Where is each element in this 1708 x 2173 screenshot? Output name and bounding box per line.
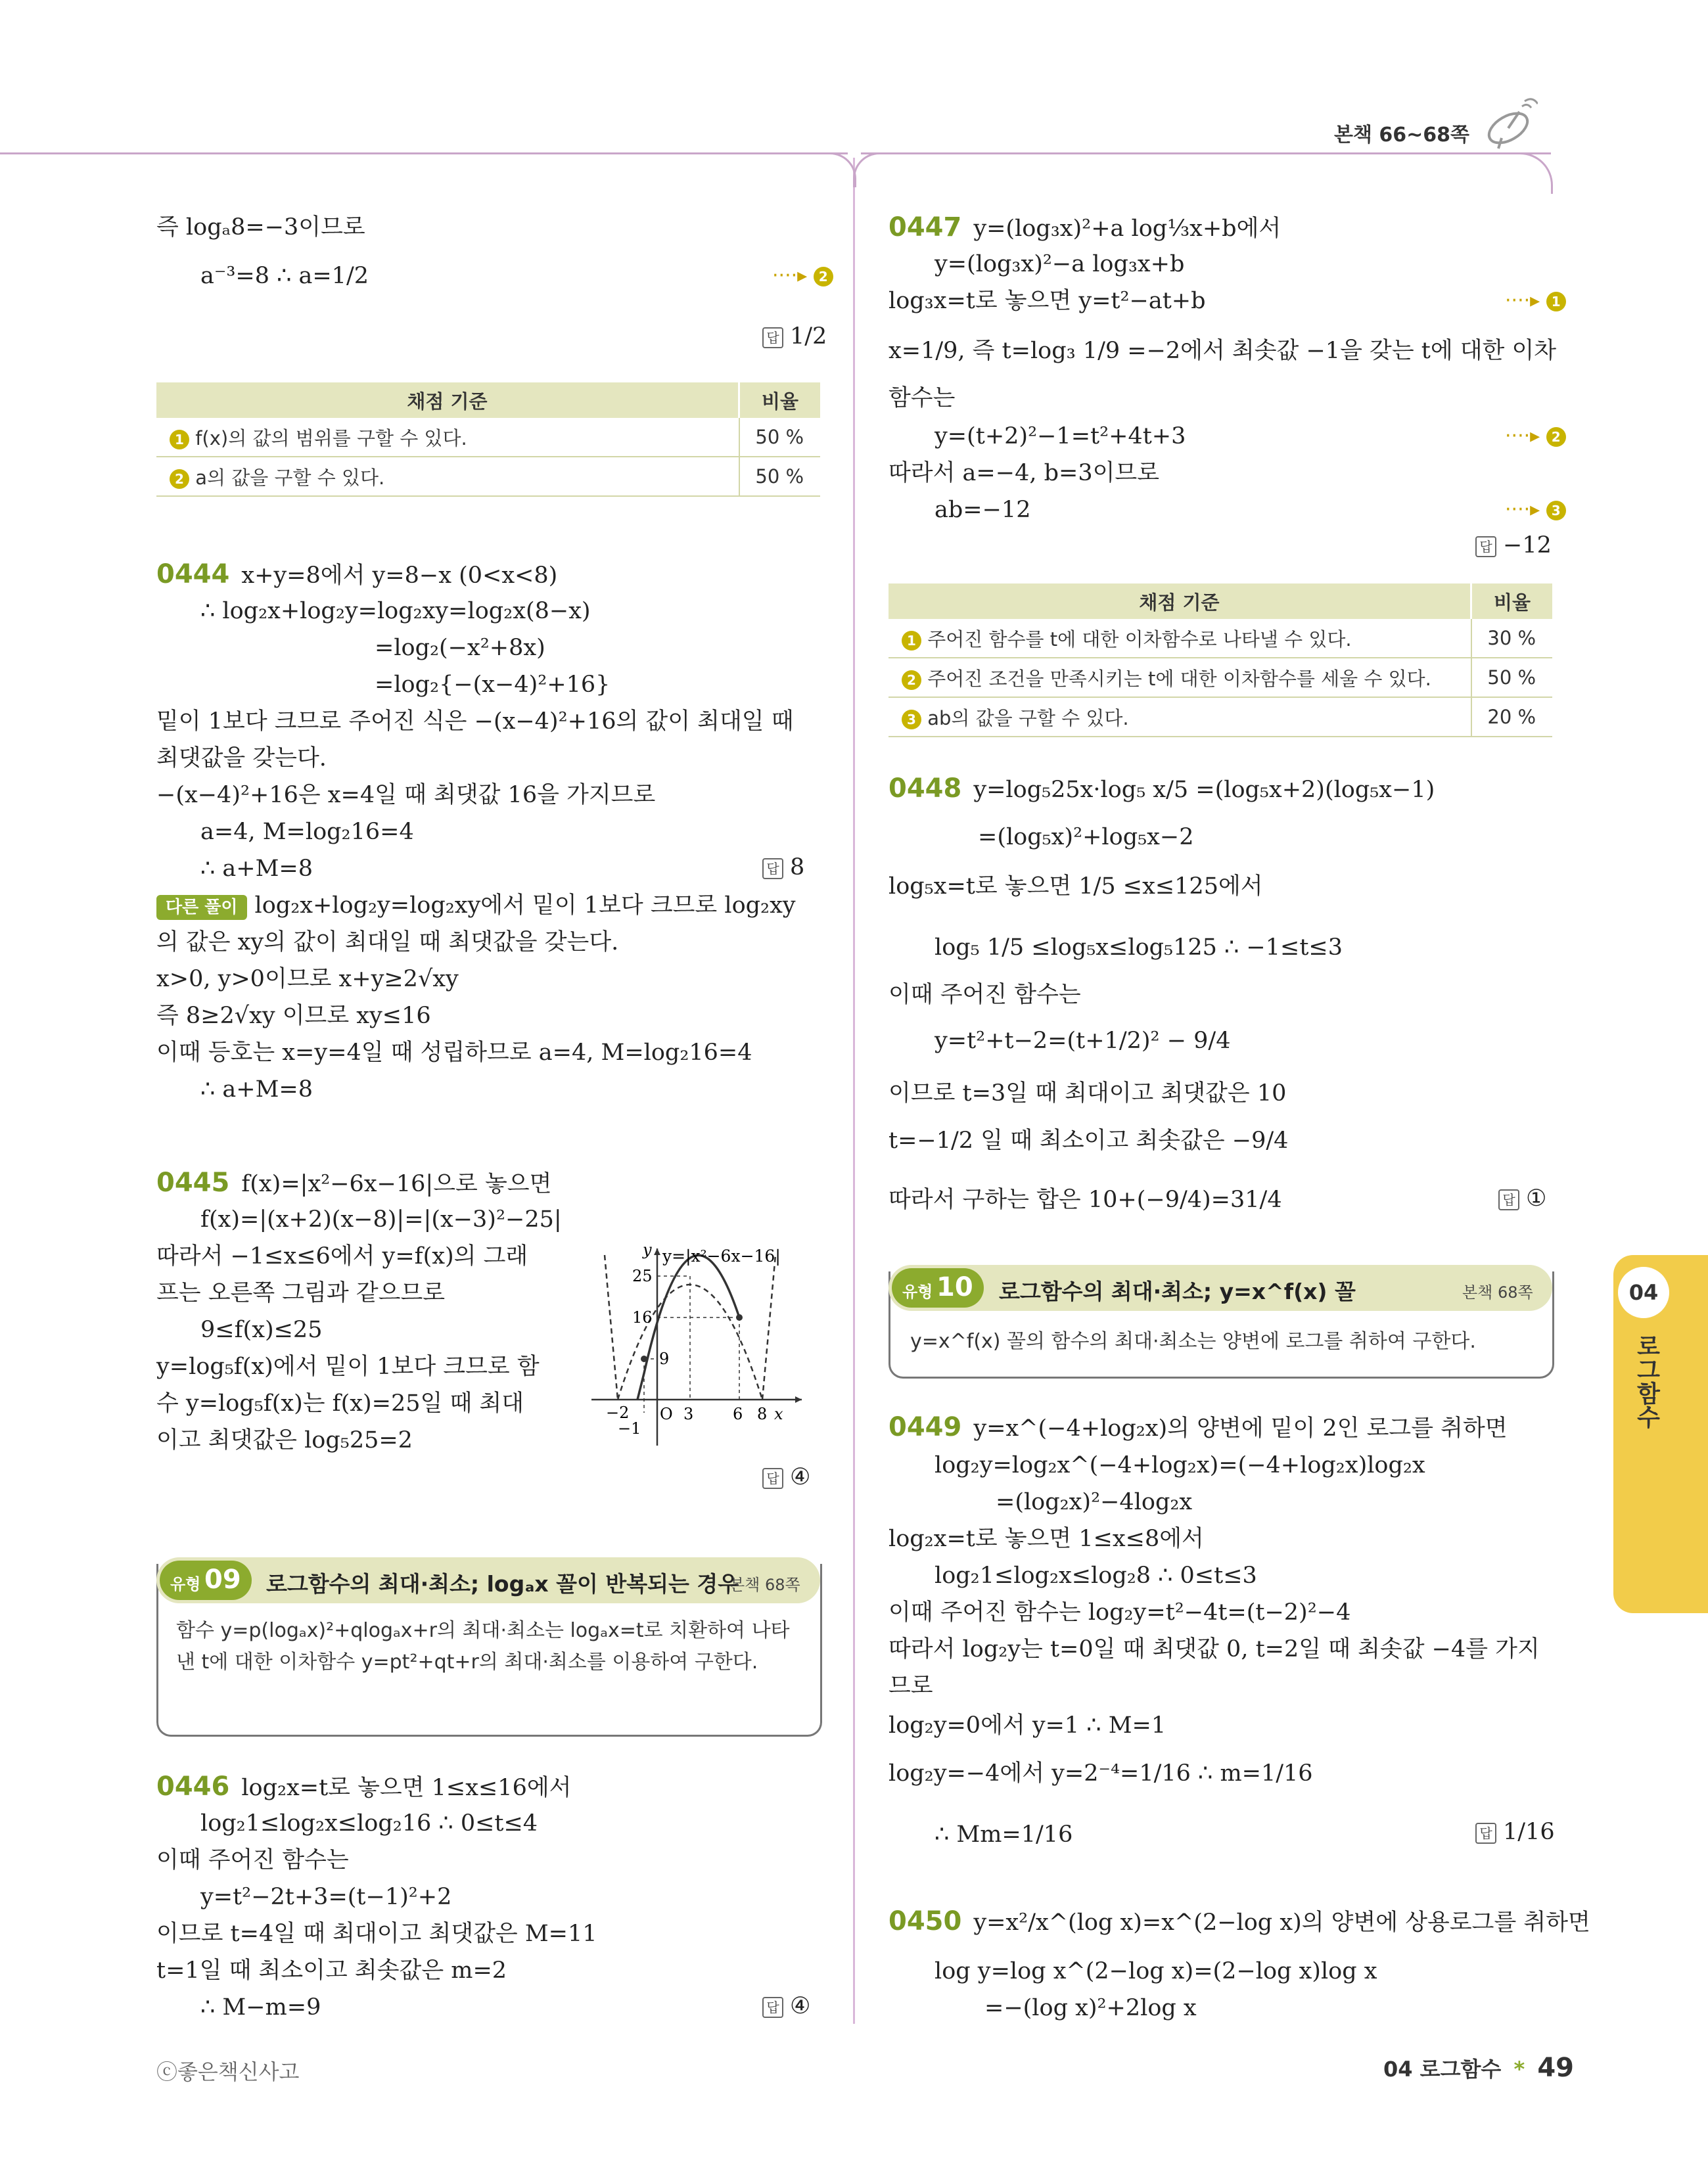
problem-0446-line-5: 이므로 t=4일 때 최대이고 최댓값은 M=11 xyxy=(156,1921,597,1947)
grade-col-criteria: 채점 기준 xyxy=(889,583,1471,619)
type09-ref: 본책 68쪽 xyxy=(729,1576,800,1594)
problem-0448-line-3: log₅x=t로 놓으면 1/5 ≤x≤125에서 xyxy=(889,873,1263,900)
problem-number: 0448 xyxy=(889,773,962,804)
other-solution-line-2: 의 값은 xy의 값이 최대일 때 최댓값을 갖는다. xyxy=(156,929,619,955)
step-mark-2b: ····▸ 2 xyxy=(1505,424,1566,447)
problem-0446-line-4: y=t²−2t+3=(t−1)²+2 xyxy=(200,1884,452,1910)
problem-0447-line-4: x=1/9, 즉 t=log₃ 1/9 =−2에서 최솟값 −1을 갖는 t에 대한 이차 xyxy=(889,338,1557,364)
problem-0448-line-9: 따라서 구하는 합은 10+(−9/4)=31/4 xyxy=(889,1187,1282,1213)
step-mark-3: ····▸ 3 xyxy=(1505,498,1566,521)
problem-0450-line-2: log y=log x^(2−log x)=(2−log x)log x xyxy=(935,1958,1377,1984)
problem-0447-line-8: ab=−12 xyxy=(935,497,1031,523)
answer-icon: 답 xyxy=(762,858,783,879)
problem-0447-line-5: 함수는 xyxy=(889,385,956,411)
problem-0450-line-1: 0450 y=x²/x^(log x)=x^(2−log x)의 양변에 상용로그를 취하면 xyxy=(889,1906,1590,1936)
problem-0448-line-8: t=−1/2 일 때 최소이고 최솟값은 −9/4 xyxy=(889,1128,1289,1154)
page-ref: 본책 66~68쪽 xyxy=(1334,124,1470,147)
page-number: 49 xyxy=(1537,2053,1575,2083)
problem-0444-line-6: 최댓값을 갖는다. xyxy=(156,745,327,771)
problem-number: 0447 xyxy=(889,212,962,242)
column-divider xyxy=(853,158,855,2024)
problem-0449-line-7: 따라서 log₂y는 t=0일 때 최댓값 0, t=2일 때 최솟값 −4를 가지 xyxy=(889,1636,1540,1662)
problem-0446-line-1: 0446 log₂x=t로 놓으면 1≤x≤16에서 xyxy=(156,1772,572,1802)
left-top-line-1: 즉 logₐ8=−3이므로 xyxy=(156,214,365,240)
problem-0450-line-3: =−(log x)²+2log x xyxy=(984,1995,1197,2021)
problem-0445-line-3: 따라서 −1≤x≤6에서 y=f(x)의 그래 xyxy=(156,1243,528,1269)
problem-0449-line-2: log₂y=log₂x^(−4+log₂x)=(−4+log₂x)log₂x xyxy=(935,1452,1425,1478)
x-arrow xyxy=(795,1396,802,1403)
problem-0444-line-1: 0444 x+y=8에서 y=8−x (0<x<8) xyxy=(156,559,558,589)
problem-0444-line-9: ∴ a+M=8 xyxy=(200,856,313,882)
table-row: 3 ab의 값을 구할 수 있다. 20 % xyxy=(889,697,1552,737)
grade-col-criteria: 채점 기준 xyxy=(156,382,739,418)
table-row: 2 주어진 조건을 만족시키는 t에 대한 이차함수를 세울 수 있다. 50 % xyxy=(889,658,1552,697)
problem-0444-line-3: =log₂(−x²+8x) xyxy=(375,635,545,661)
problem-0448-line-1: 0448 y=log₅25x·log₅ x/5 =(log₅x+2)(log₅x−1) xyxy=(889,773,1435,804)
problem-0445-line-7: 수 y=log₅f(x)는 f(x)=25일 때 최대 xyxy=(156,1390,524,1417)
answer-icon: 답 xyxy=(1475,536,1496,557)
graph-0445 xyxy=(585,1242,808,1452)
problem-0448-line-2: =(log₅x)²+log₅x−2 xyxy=(978,824,1194,850)
footer-star-icon: * xyxy=(1513,2057,1525,2082)
problem-0445-line-1: 0445 f(x)=|x²−6x−16|으로 놓으면 xyxy=(156,1168,552,1198)
curve-dashed-right xyxy=(762,1255,775,1400)
problem-0448-line-7: 이므로 t=3일 때 최대이고 최댓값은 10 xyxy=(889,1080,1287,1107)
problem-0446-line-6: t=1일 때 최소이고 최솟값은 m=2 xyxy=(156,1957,507,1984)
type09-badge: 유형 09 xyxy=(160,1561,252,1600)
problem-0449-line-9: log₂y=0에서 y=1 ∴ M=1 xyxy=(889,1712,1166,1739)
graph-curve-label: y=|x²−6x−16| xyxy=(662,1247,781,1266)
header-line-right xyxy=(861,152,1551,154)
problem-number: 0444 xyxy=(156,559,230,589)
problem-0445-line-2: f(x)=|(x+2)(x−8)|=|(x−3)²−25| xyxy=(200,1206,562,1233)
graph-tick-x-neg2: −2 xyxy=(606,1404,630,1422)
type10-ref: 본책 68쪽 xyxy=(1462,1283,1533,1302)
problem-0445-line-5: 9≤f(x)≤25 xyxy=(200,1317,323,1343)
problem-0444-line-2: ∴ log₂x+log₂y=log₂xy=log₂x(8−x) xyxy=(200,598,591,624)
problem-0446-line-3: 이때 주어진 함수는 xyxy=(156,1847,349,1873)
other-solution-line-3: x>0, y>0이므로 x+y≥2√xy xyxy=(156,966,459,992)
graph-y-label: y xyxy=(643,1242,652,1259)
endpoint-left xyxy=(641,1356,647,1362)
problem-0444-line-8: a=4, M=log₂16=4 xyxy=(200,819,414,845)
problem-0446-line-2: log₂1≤log₂x≤log₂16 ∴ 0≤t≤4 xyxy=(200,1810,538,1837)
table-row: 1 주어진 함수를 t에 대한 이차함수로 나타낼 수 있다. 30 % xyxy=(889,619,1552,658)
footer-publisher: ⓒ좋은책신사고 xyxy=(156,2059,300,2084)
footer-chapter: 04 로그함수 * 49 xyxy=(1383,2053,1575,2083)
chapter-tab-number: 04 xyxy=(1618,1267,1669,1318)
answer-0444: 답 8 xyxy=(762,854,804,881)
problem-number: 0449 xyxy=(889,1412,962,1442)
left-top-line-2: a⁻³=8 ∴ a=1/2 xyxy=(200,263,369,289)
problem-0447-line-6: y=(t+2)²−1=t²+4t+3 xyxy=(935,423,1186,449)
answer-0447: 답 −12 xyxy=(1475,532,1552,559)
answer-icon: 답 xyxy=(1498,1189,1519,1210)
other-solution-line-1: 다른 풀이 log₂x+log₂y=log₂xy에서 밑이 1보다 크므로 log₂xy xyxy=(156,890,796,921)
answer-icon: 답 xyxy=(1475,1823,1496,1844)
grading-table-2 xyxy=(889,583,1552,737)
problem-0449-line-10: log₂y=−4에서 y=2⁻⁴=1/16 ∴ m=1/16 xyxy=(889,1760,1313,1787)
problem-0449-line-5: log₂1≤log₂x≤log₂8 ∴ 0≤t≤3 xyxy=(935,1563,1257,1589)
problem-0444-line-4: =log₂{−(x−4)²+16} xyxy=(375,672,611,698)
problem-0449-line-8: 므로 xyxy=(889,1673,933,1699)
type10-title: 로그함수의 최대·최소; y=x^f(x) 꼴 xyxy=(999,1279,1356,1304)
table-row: 1 f(x)의 값의 범위를 구할 수 있다. 50 % xyxy=(156,418,820,457)
answer-0448: 답 ① xyxy=(1498,1185,1546,1212)
problem-number: 0446 xyxy=(156,1772,230,1802)
header-curve xyxy=(1505,152,1553,194)
divider-corner-left xyxy=(821,152,856,187)
curve-solid xyxy=(637,1255,739,1400)
problem-0445-line-8: 이고 최댓값은 log₅25=2 xyxy=(156,1427,413,1453)
grading-table-1 xyxy=(156,382,820,497)
problem-0445-line-4: 프는 오른쪽 그림과 같으므로 xyxy=(156,1280,446,1306)
graph-tick-neg1: −1 xyxy=(618,1419,641,1438)
problem-0448-line-5: 이때 주어진 함수는 xyxy=(889,982,1081,1008)
table-row: 2 a의 값을 구할 수 있다. 50 % xyxy=(156,457,820,496)
graph-tick-x3: 3 xyxy=(683,1405,694,1423)
type10-badge: 유형 10 xyxy=(892,1268,984,1308)
problem-number: 0450 xyxy=(889,1906,962,1936)
grade-col-ratio: 비율 xyxy=(1471,583,1553,619)
divider-corner-right xyxy=(853,152,888,187)
answer-0446: 답 ④ xyxy=(762,1993,810,2019)
other-solution-line-6: ∴ a+M=8 xyxy=(200,1076,313,1103)
problem-0448-line-4: log₅ 1/5 ≤log₅x≤log₅125 ∴ −1≤t≤3 xyxy=(935,934,1343,961)
other-solution-badge: 다른 풀이 xyxy=(156,895,247,920)
step-mark-2: ····▸ 2 xyxy=(772,264,833,287)
problem-0449-line-11: ∴ Mm=1/16 xyxy=(935,1821,1073,1848)
problem-0449-line-1: 0449 y=x^(−4+log₂x)의 양변에 밑이 2인 로그를 취하면 xyxy=(889,1412,1508,1442)
graph-tick-16: 16 xyxy=(632,1308,653,1327)
problem-0446-line-7: ∴ M−m=9 xyxy=(200,1994,321,2021)
answer-top: 답 1/2 xyxy=(762,323,827,350)
problem-0447-line-3: log₃x=t로 놓으면 y=t²−at+b xyxy=(889,288,1206,314)
answer-0449: 답 1/16 xyxy=(1475,1819,1555,1845)
problem-0448-line-6: y=t²+t−2=(t+1/2)² − 9/4 xyxy=(935,1028,1231,1054)
problem-0444-line-7: −(x−4)²+16은 x=4일 때 최댓값 16을 가지므로 xyxy=(156,782,656,808)
problem-0447-line-2: y=(log₃x)²−a log₃x+b xyxy=(935,251,1185,277)
graph-tick-x8: 8 xyxy=(757,1405,768,1423)
graph-x-label: x xyxy=(774,1405,783,1423)
other-solution-line-4: 즉 8≥2√xy 이므로 xy≤16 xyxy=(156,1003,431,1029)
graph-tick-25: 25 xyxy=(632,1267,653,1285)
problem-0445-line-6: y=log₅f(x)에서 밑이 1보다 크므로 함 xyxy=(156,1354,540,1380)
chapter-tab-title: 로그함수 xyxy=(1633,1334,1660,1429)
endpoint-right xyxy=(736,1314,743,1321)
graph-tick-9: 9 xyxy=(659,1350,670,1368)
graph-origin: O xyxy=(660,1405,673,1423)
step-mark-1: ····▸ 1 xyxy=(1505,289,1566,312)
satellite-dish-icon xyxy=(1479,92,1538,151)
type10-desc: y=x^f(x) 꼴의 함수의 최대·최소는 양변에 로그를 취하여 구한다. xyxy=(910,1330,1476,1353)
graph-tick-x6: 6 xyxy=(733,1405,743,1423)
problem-0449-line-4: log₂x=t로 놓으면 1≤x≤8에서 xyxy=(889,1526,1204,1552)
grade-col-ratio: 비율 xyxy=(739,382,821,418)
answer-0445: 답 ④ xyxy=(762,1464,810,1490)
curve-dashed-left xyxy=(605,1255,618,1400)
type09-title: 로그함수의 최대·최소; logₐx 꼴이 반복되는 경우 xyxy=(266,1571,739,1597)
type09-desc: 함수 y=p(logₐx)²+qlogₐx+r의 최대·최소는 logₐx=t로 치환하여 나타낸 t에 대한 이차함수 y=pt²+qt+r의 최대·최소를 이용하여 구한다. xyxy=(176,1619,790,1674)
header-line-left xyxy=(0,152,848,154)
other-solution-line-5: 이때 등호는 x=y=4일 때 성립하므로 a=4, M=log₂16=4 xyxy=(156,1040,752,1066)
problem-0444-line-5: 밑이 1보다 크므로 주어진 식은 −(x−4)²+16의 값이 최대일 때 xyxy=(156,708,794,735)
y-arrow xyxy=(654,1248,660,1255)
answer-icon: 답 xyxy=(762,1997,783,2018)
answer-icon: 답 xyxy=(762,1468,783,1489)
problem-number: 0445 xyxy=(156,1168,230,1198)
problem-0449-line-3: =(log₂x)²−4log₂x xyxy=(996,1489,1193,1515)
problem-0447-line-7: 따라서 a=−4, b=3이므로 xyxy=(889,460,1160,486)
problem-0447-line-1: 0447 y=(log₃x)²+a log⅓x+b에서 xyxy=(889,212,1281,242)
answer-icon: 답 xyxy=(762,327,783,348)
problem-0449-line-6: 이때 주어진 함수는 log₂y=t²−4t=(t−2)²−4 xyxy=(889,1599,1351,1626)
